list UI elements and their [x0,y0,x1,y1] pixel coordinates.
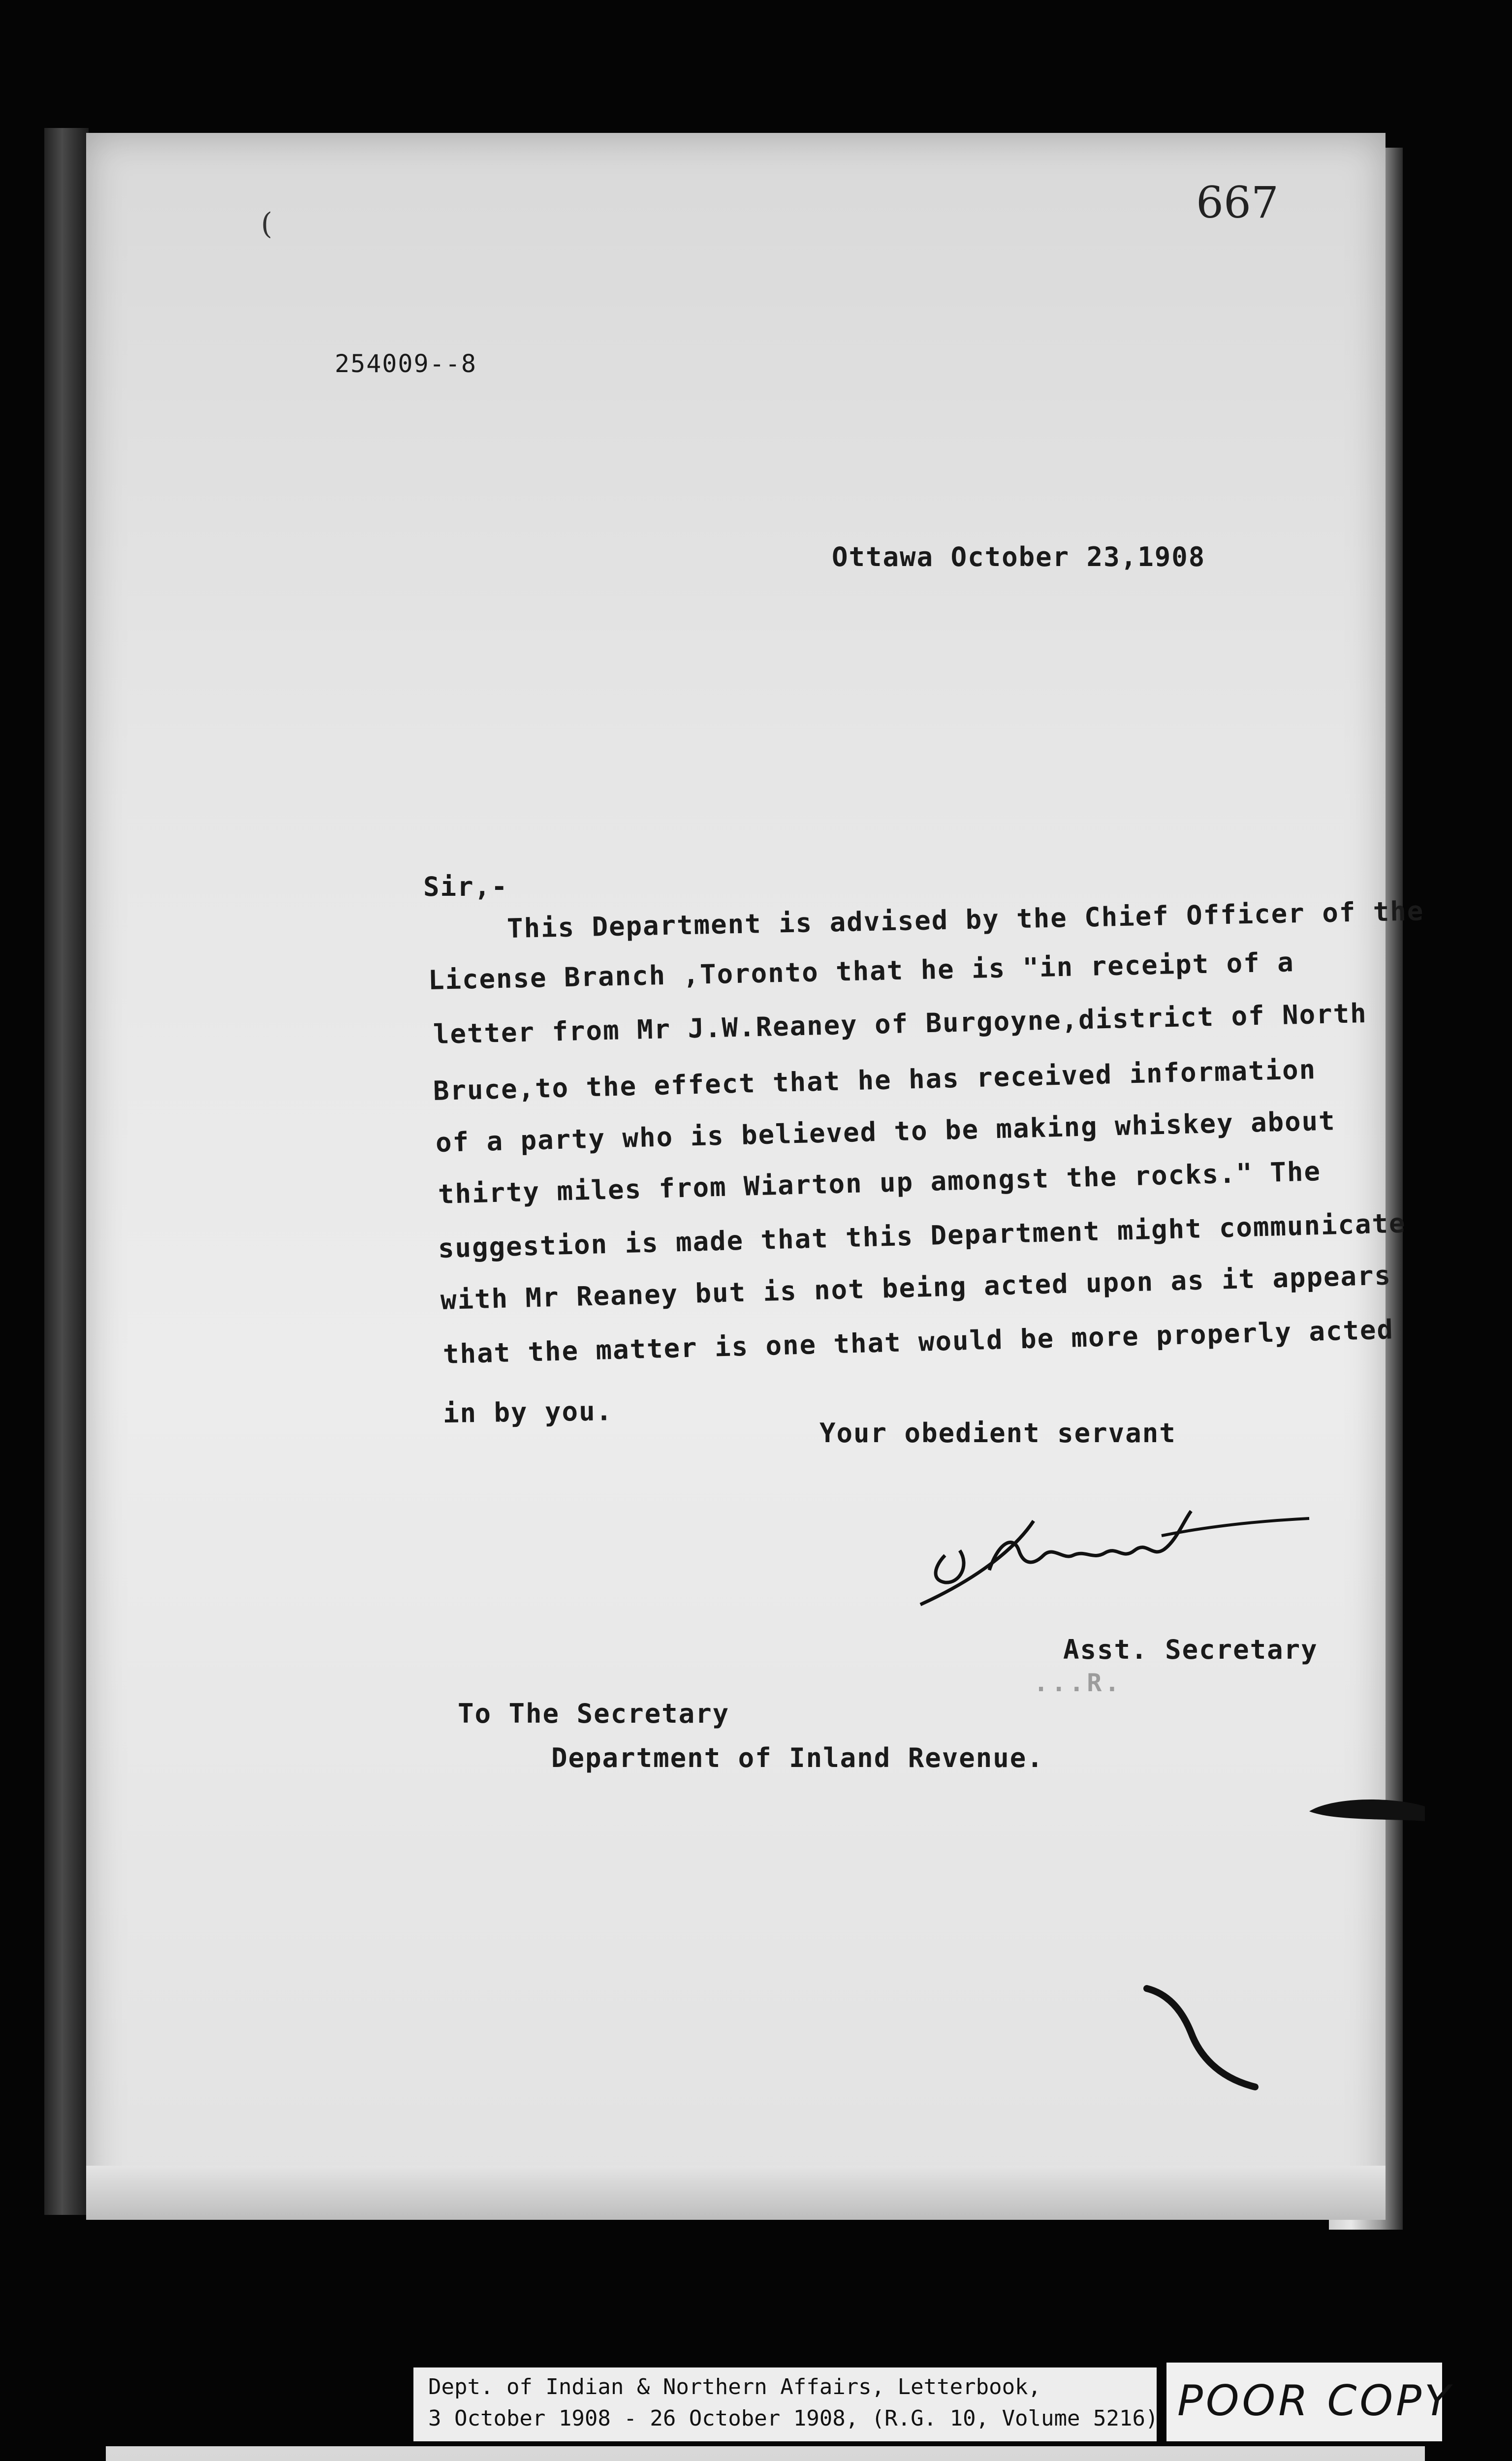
addressee-line-2: Department of Inland Revenue. [551,1742,1044,1773]
file-reference: 254009--8 [335,349,477,378]
archive-stamp [106,2446,1425,2461]
body-line: Bruce,to the effect that he has received information [433,1054,1317,1106]
archive-label-line-1: Dept. of Indian & Northern Affairs, Letterbook, [428,2374,1041,2399]
date-line: Ottawa October 23,1908 [832,541,1206,572]
body-line: in by you. [442,1395,613,1429]
body-line: suggestion is made that this Department might communicate [438,1207,1407,1264]
poor-copy-note [1166,2363,1453,2441]
body-line: thirty miles from Wiarton up amongst the rocks." The [438,1156,1322,1210]
body-line: of a party who is believed to be making whiskey about [435,1105,1336,1158]
addressee-line-1: To The Secretary [458,1698,730,1729]
body-line: letter from Mr J.W.Reaney of Burgoyne,district of North [433,997,1368,1050]
signatory-title: Asst. Secretary [1063,1634,1318,1665]
faded-initials: ...R. [1034,1669,1123,1697]
body-line: This Department is advised by the Chief Officer of the [506,895,1424,944]
poor-copy-text: POOR COPY [1177,2376,1453,2426]
signature [915,1491,1319,1619]
page-number: 667 [1196,177,1279,228]
body-line: License Branch ,Toronto that he is "in receipt of a [428,947,1295,996]
binder-clip-icon [1304,1792,1427,1831]
closing: Your obedient servant [819,1418,1176,1449]
pen-stroke-mark [1137,1979,1265,2097]
binder-edge [44,128,89,2215]
body-line: that the matter is one that would be more properly acted [442,1314,1394,1370]
archive-reference-label [413,2367,1157,2441]
margin-mark: ( [261,207,273,241]
body-line: with Mr Reaney but is not being acted upon as it appears [440,1260,1392,1316]
page-bottom-fold [86,2166,1386,2220]
archive-label-line-2: 3 October 1908 - 26 October 1908, (R.G. 10, Volume 5216) [428,2406,1159,2431]
salutation: Sir,- [423,871,508,902]
